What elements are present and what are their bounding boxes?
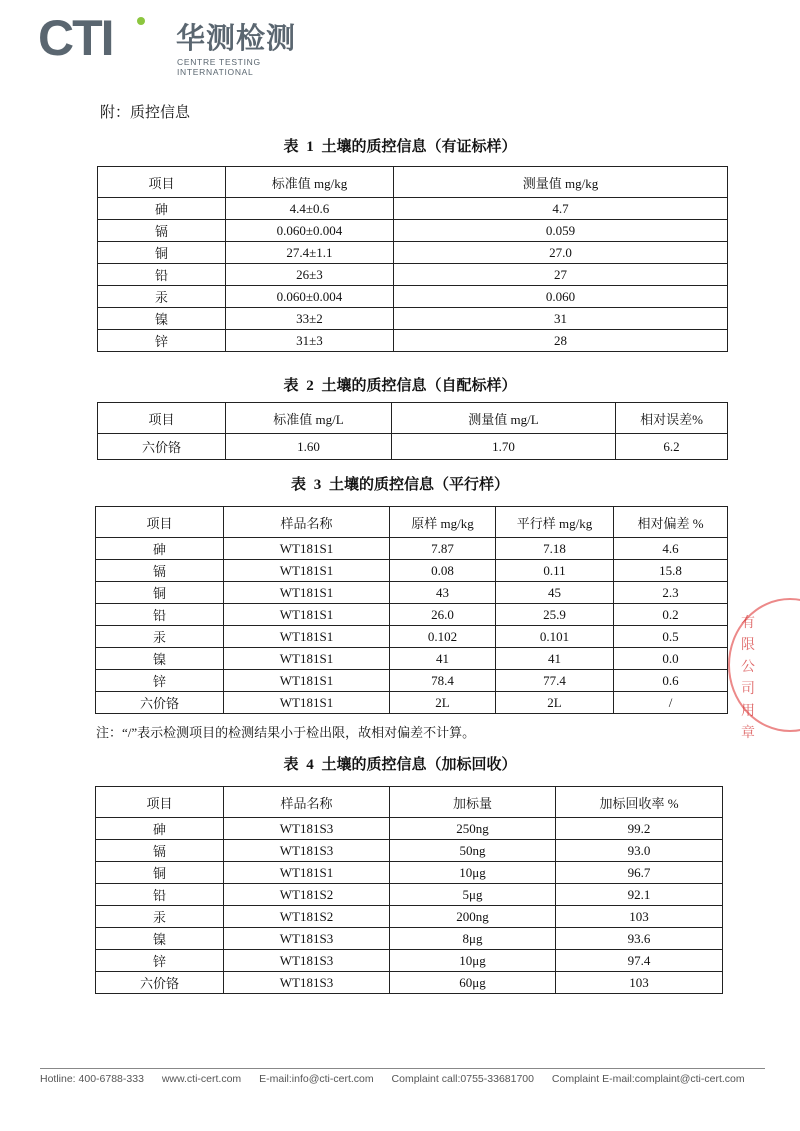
table-cell: 92.1 — [556, 884, 723, 906]
table-cell: 铜 — [96, 862, 224, 884]
table-cell: WT181S1 — [224, 862, 390, 884]
table4-header-row — [96, 787, 723, 818]
table4-col-sample: 样品名称 — [224, 787, 390, 818]
table-cell: 27.4±1.1 — [226, 242, 394, 264]
table2-col-item: 项目 — [98, 403, 226, 434]
table-cell: 0.059 — [394, 220, 728, 242]
table-cell: 77.4 — [496, 670, 614, 692]
brand-name-cn: 华测检测 — [176, 21, 297, 55]
table-cell: WT181S3 — [224, 840, 390, 862]
table-cell: 0.5 — [614, 626, 728, 648]
table-row — [98, 242, 728, 264]
table-cell: 200ng — [390, 906, 556, 928]
table-row — [96, 862, 723, 884]
table2-col-standard: 标准值 mg/L — [226, 403, 392, 434]
table3-col-original: 原样 mg/kg — [390, 507, 496, 538]
table-cell: WT181S1 — [224, 626, 390, 648]
table-cell: WT181S2 — [224, 906, 390, 928]
table-cell: 4.4±0.6 — [226, 198, 394, 220]
table-cell: 六价铬 — [96, 692, 224, 714]
table3-col-item: 项目 — [96, 507, 224, 538]
table-row — [96, 670, 728, 692]
table-row — [96, 582, 728, 604]
cti-logo — [38, 10, 298, 77]
table-cell: 1.70 — [392, 434, 616, 460]
table-cell: 0.060±0.004 — [226, 286, 394, 308]
table-cell: 5μg — [390, 884, 556, 906]
table-row — [98, 286, 728, 308]
table-row — [98, 308, 728, 330]
table-cell: 1.60 — [226, 434, 392, 460]
table-cell: 41 — [390, 648, 496, 670]
table-cell: WT181S1 — [224, 692, 390, 714]
table-cell: WT181S3 — [224, 818, 390, 840]
table-cell: 0.2 — [614, 604, 728, 626]
table1-col-standard: 标准值 mg/kg — [226, 167, 394, 198]
stamp-char: 公 — [741, 659, 755, 675]
table-cell: 60μg — [390, 972, 556, 994]
table-cell: WT181S3 — [224, 950, 390, 972]
table-cell: 镍 — [98, 308, 226, 330]
table-cell: 镉 — [96, 840, 224, 862]
table-cell: WT181S3 — [224, 972, 390, 994]
table-cell: 31±3 — [226, 330, 394, 352]
table-cell: 27 — [394, 264, 728, 286]
table-row — [96, 928, 723, 950]
table-cell: 锌 — [96, 670, 224, 692]
table-cell: 铅 — [96, 604, 224, 626]
stamp-char: 司 — [741, 681, 755, 697]
table-cell: 锌 — [98, 330, 226, 352]
table1-caption: 表 1 土壤的质控信息（有证标样） — [283, 139, 517, 155]
table-cell: 六价铬 — [98, 434, 226, 460]
table-cell: 27.0 — [394, 242, 728, 264]
brand-name-en: CENTRE TESTING INTERNATIONAL — [177, 57, 261, 77]
table2-caption: 表 2 土壤的质控信息（自配标样） — [283, 378, 517, 394]
table-cell: 78.4 — [390, 670, 496, 692]
table-cell: 103 — [556, 906, 723, 928]
table-cell: 10μg — [390, 950, 556, 972]
table1-col-measured: 测量值 mg/kg — [394, 167, 728, 198]
table-cell: 10μg — [390, 862, 556, 884]
table4-col-item: 项目 — [96, 787, 224, 818]
stamp-char: 限 — [741, 637, 755, 653]
table2-col-measured: 测量值 mg/L — [392, 403, 616, 434]
table-cell: 97.4 — [556, 950, 723, 972]
table-cell: 镉 — [96, 560, 224, 582]
table-cell: 99.2 — [556, 818, 723, 840]
table1 — [97, 166, 728, 352]
table-cell: 0.6 — [614, 670, 728, 692]
table-cell: WT181S1 — [224, 538, 390, 560]
table-cell: 0.11 — [496, 560, 614, 582]
table3-col-relative-deviation: 相对偏差 % — [614, 507, 728, 538]
table-row — [96, 884, 723, 906]
table-cell: 0.0 — [614, 648, 728, 670]
table-row — [96, 906, 723, 928]
table3-header-row — [96, 507, 728, 538]
table-cell: 26.0 — [390, 604, 496, 626]
table-cell: WT181S1 — [224, 582, 390, 604]
table-cell: WT181S1 — [224, 560, 390, 582]
table-row — [96, 626, 728, 648]
table-cell: 汞 — [96, 906, 224, 928]
footer-divider — [40, 1068, 765, 1069]
table-cell: 镍 — [96, 648, 224, 670]
table-cell: 0.08 — [390, 560, 496, 582]
table-row — [98, 434, 728, 460]
table-cell: 铜 — [98, 242, 226, 264]
table-row — [96, 604, 728, 626]
table-cell: 25.9 — [496, 604, 614, 626]
footer-complaint-email: Complaint E-mail:complaint@cti-cert.com — [551, 1073, 745, 1085]
table-cell: 93.0 — [556, 840, 723, 862]
table4 — [95, 786, 723, 994]
table-cell: 45 — [496, 582, 614, 604]
logo-green-dot — [137, 17, 145, 25]
table-cell: 铜 — [96, 582, 224, 604]
table-row — [96, 972, 723, 994]
table-cell: 43 — [390, 582, 496, 604]
footer — [40, 1073, 770, 1085]
table-cell: 250ng — [390, 818, 556, 840]
table3-note: 注：“/”表示检测项目的检测结果小于检出限，故相对偏差不计算。 — [96, 725, 476, 740]
table4-col-spike-amount: 加标量 — [390, 787, 556, 818]
stamp-char: 用 — [741, 703, 755, 719]
table-row — [96, 648, 728, 670]
table-row — [96, 818, 723, 840]
table-cell: 96.7 — [556, 862, 723, 884]
footer-complaint-call: Complaint call:0755-33681700 — [391, 1073, 534, 1085]
table-cell: 50ng — [390, 840, 556, 862]
table-cell: 汞 — [96, 626, 224, 648]
table3-caption: 表 3 土壤的质控信息（平行样） — [290, 477, 509, 493]
table-cell: WT181S1 — [224, 648, 390, 670]
table-cell: 2L — [496, 692, 614, 714]
table-row — [96, 950, 723, 972]
table-cell: 砷 — [98, 198, 226, 220]
table-cell: 锌 — [96, 950, 224, 972]
table-cell: 2.3 — [614, 582, 728, 604]
table-row — [98, 264, 728, 286]
table-cell: 镍 — [96, 928, 224, 950]
table-cell: 铅 — [98, 264, 226, 286]
table-cell: 33±2 — [226, 308, 394, 330]
table-cell: 0.102 — [390, 626, 496, 648]
table-row — [98, 330, 728, 352]
table-cell: WT181S3 — [224, 928, 390, 950]
table-cell: 7.87 — [390, 538, 496, 560]
table-cell: 砷 — [96, 538, 224, 560]
table-cell: 4.6 — [614, 538, 728, 560]
footer-hotline: Hotline: 400-6788-333 — [40, 1073, 144, 1085]
stamp-char: 有 — [741, 615, 755, 631]
table3 — [95, 506, 728, 714]
footer-email: E-mail:info@cti-cert.com — [259, 1073, 374, 1085]
table-cell: 2L — [390, 692, 496, 714]
table-row — [96, 560, 728, 582]
table-cell: 镉 — [98, 220, 226, 242]
table-cell: 26±3 — [226, 264, 394, 286]
table-cell: 8μg — [390, 928, 556, 950]
table-cell: WT181S2 — [224, 884, 390, 906]
table4-caption: 表 4 土壤的质控信息（加标回收） — [283, 757, 517, 773]
stamp-text — [736, 612, 760, 744]
table2-col-relative-error: 相对误差% — [616, 403, 728, 434]
stamp-char: 章 — [741, 725, 755, 741]
table-cell: 15.8 — [614, 560, 728, 582]
table3-col-sample: 样品名称 — [224, 507, 390, 538]
table-cell: WT181S1 — [224, 604, 390, 626]
table-row — [96, 840, 723, 862]
table-row — [96, 538, 728, 560]
table3-col-parallel: 平行样 mg/kg — [496, 507, 614, 538]
table-cell: 41 — [496, 648, 614, 670]
section-title: 附：质控信息 — [100, 105, 191, 121]
table-cell: 铅 — [96, 884, 224, 906]
table-cell: 汞 — [98, 286, 226, 308]
table-cell: 0.101 — [496, 626, 614, 648]
table1-header-row — [98, 167, 728, 198]
table-cell: 7.18 — [496, 538, 614, 560]
table-cell: 93.6 — [556, 928, 723, 950]
table2-header-row — [98, 403, 728, 434]
table4-col-recovery: 加标回收率 % — [556, 787, 723, 818]
table-row — [98, 198, 728, 220]
table-cell: 28 — [394, 330, 728, 352]
table-cell: 4.7 — [394, 198, 728, 220]
footer-website: www.cti-cert.com — [161, 1073, 242, 1085]
table-cell: 砷 — [96, 818, 224, 840]
table1-col-item: 项目 — [98, 167, 226, 198]
table-cell: WT181S1 — [224, 670, 390, 692]
table-row — [98, 220, 728, 242]
table-cell: 103 — [556, 972, 723, 994]
table-cell: 0.060 — [394, 286, 728, 308]
table2 — [97, 402, 728, 460]
table-row — [96, 692, 728, 714]
table-cell: 6.2 — [616, 434, 728, 460]
table-cell: 0.060±0.004 — [226, 220, 394, 242]
table-cell: 六价铬 — [96, 972, 224, 994]
table-cell: 31 — [394, 308, 728, 330]
table-cell: / — [614, 692, 728, 714]
logo-wordmark: CTI — [38, 10, 113, 66]
